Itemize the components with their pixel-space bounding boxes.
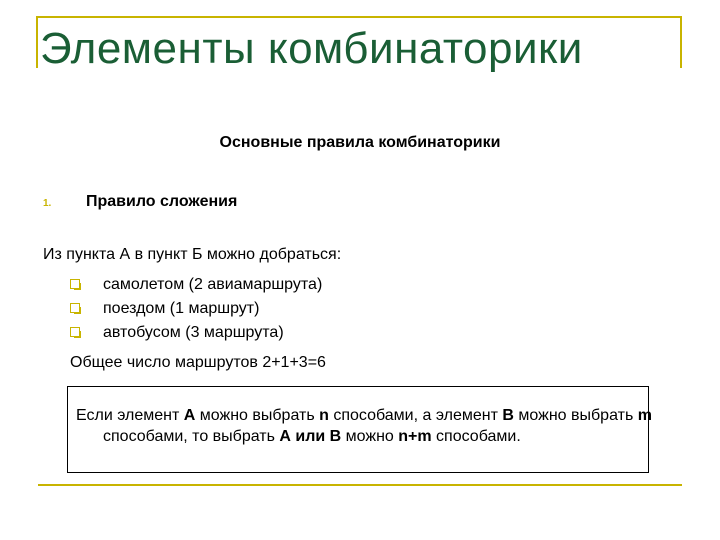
statement-text: можно выбрать <box>513 407 638 424</box>
frame-left-line <box>36 16 38 68</box>
example-intro: Из пункта А в пункт Б можно добраться: <box>43 246 342 263</box>
statement-text: Если элемент <box>76 407 184 424</box>
list-item-label: поездом (1 маршрут) <box>103 300 260 317</box>
statement-term: А или В <box>279 428 342 445</box>
frame-top-line <box>38 16 682 18</box>
statement-term: В <box>502 407 514 424</box>
statement-term: n+m <box>398 428 432 445</box>
list-item <box>70 298 322 322</box>
statement-term: m <box>637 407 652 424</box>
total-routes: Общее число маршрутов 2+1+3=6 <box>70 354 326 371</box>
frame-top-right-line <box>680 16 682 68</box>
statement-term: А <box>183 407 196 424</box>
square-bullet-icon <box>70 303 80 313</box>
slide-subtitle: Основные правила комбинаторики <box>219 134 501 151</box>
statement-term: n <box>319 407 329 424</box>
rule-number: 1. <box>43 198 52 209</box>
statement-text: способами. <box>431 428 521 445</box>
square-bullet-icon <box>70 279 80 289</box>
statement-text: способами, а элемент <box>328 407 503 424</box>
frame-bottom-line <box>38 484 682 486</box>
statement-text: можно <box>341 428 399 445</box>
route-options-list <box>70 274 322 346</box>
statement-text: способами, то выбрать <box>103 428 280 445</box>
statement-text: можно выбрать <box>195 407 320 424</box>
list-item <box>70 322 322 346</box>
rule-statement <box>76 405 668 447</box>
list-item-label: автобусом (3 маршрута) <box>103 324 284 341</box>
square-bullet-icon <box>70 327 80 337</box>
list-item <box>70 274 322 298</box>
rule-title: Правило сложения <box>86 193 238 210</box>
list-item-label: самолетом (2 авиамаршрута) <box>103 276 323 293</box>
slide-title: Элементы комбинаторики <box>40 24 583 73</box>
